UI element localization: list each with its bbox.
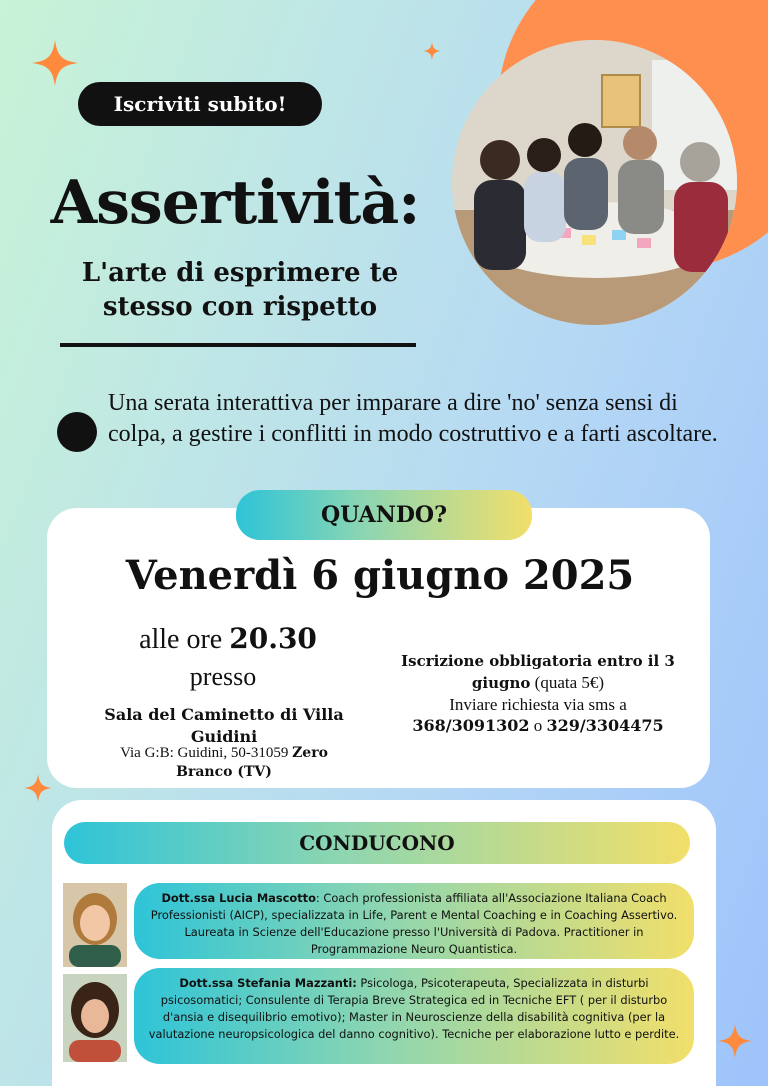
registration-info bbox=[392, 650, 684, 736]
venue-name: Sala del Caminetto di Villa Guidini bbox=[104, 705, 344, 746]
registration-instructions: Inviare richiesta via sms a bbox=[449, 695, 627, 714]
bullet-icon bbox=[57, 412, 97, 452]
time-value: 20.30 bbox=[229, 622, 317, 655]
event-time bbox=[118, 622, 338, 656]
sparkle-icon bbox=[32, 40, 78, 89]
registration-deadline: Iscrizione obbligatoria entro il 3 giugno bbox=[401, 652, 675, 692]
page-subtitle: L'arte di esprimere te stesso con rispetto bbox=[81, 258, 399, 322]
phone-number-1[interactable]: 368/3091302 bbox=[412, 716, 530, 735]
leader-name-1: Dott.ssa Lucia Mascotto bbox=[161, 891, 316, 905]
phone-number-2[interactable]: 329/3304475 bbox=[546, 716, 664, 735]
leader-bio-2 bbox=[134, 968, 694, 1064]
time-prefix: alle ore bbox=[139, 624, 223, 655]
avatar bbox=[63, 883, 127, 967]
sparkle-icon bbox=[24, 774, 52, 805]
sparkle-icon bbox=[718, 1024, 752, 1061]
page-title: Assertività: bbox=[50, 168, 420, 238]
sparkle-icon bbox=[423, 42, 441, 63]
group-discussion-photo bbox=[452, 40, 737, 325]
venue-address bbox=[100, 744, 348, 782]
address-street: Via G:B: Guidini, 50-31059 bbox=[120, 745, 289, 761]
leaders-heading: CONDUCONO bbox=[64, 822, 690, 864]
leader-description-1: : Coach professionista affiliata all'Associazione Italiana Coach Professionisti (AICP), specializzata in Life, Parent e Mental Coaching e in Coaching Assertivo. Laureata in Scienze dell'Educazione presso l'Università di Padova. Practitioner in Programmazione Neuro Quantistica. bbox=[150, 891, 678, 956]
location-label: presso bbox=[189, 662, 257, 691]
address-town: Zero Branco (TV) bbox=[176, 745, 328, 780]
signup-now-badge: Iscriviti subito! bbox=[78, 82, 322, 126]
event-description: Una serata interattiva per imparare a dire 'no' senza sensi di colpa, a gestire i conflitti in modo costruttivo e a farti ascoltare. bbox=[108, 390, 718, 447]
when-heading: QUANDO? bbox=[236, 490, 532, 540]
event-date: Venerdì 6 giugno 2025 bbox=[125, 552, 635, 599]
registration-fee: (quata 5€) bbox=[534, 673, 605, 692]
title-divider bbox=[60, 343, 416, 347]
leader-name-2: Dott.ssa Stefania Mazzanti: bbox=[179, 976, 357, 990]
phone-separator: o bbox=[533, 716, 543, 735]
leader-description-2: Psicologa, Psicoterapeuta, Specializzata in disturbi psicosomatici; Consulente di Terapia Breve Strategica ed in Tecniche EFT ( per il disturbo d'ansia e disequilibrio emotivo); Master in Neuroscienze della disabilità cognitiva (per la valutazione neuropsicologica del danno cognitivo). Tecniche per elaborazione lutto e perdite. bbox=[148, 976, 680, 1041]
leader-bio-1 bbox=[134, 883, 694, 959]
avatar bbox=[63, 974, 127, 1062]
